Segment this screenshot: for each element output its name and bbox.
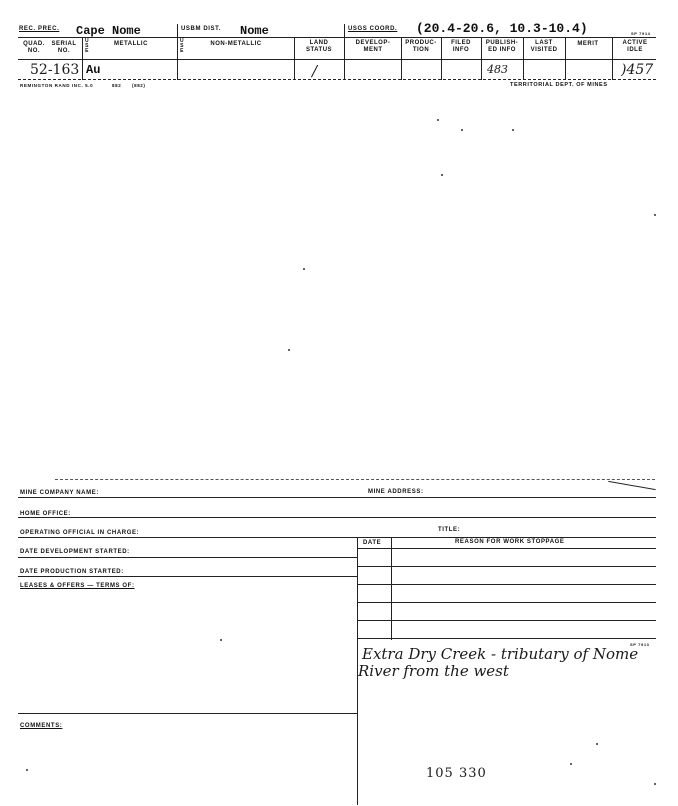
col-published-info: PUBLISH- ED INFO	[485, 40, 519, 53]
col-use-1: U S E	[84, 38, 90, 54]
divider	[177, 24, 178, 38]
speck	[437, 119, 439, 121]
quad-serial-value: 52-163	[30, 62, 80, 78]
col-development: DEVELOP- MENT	[355, 40, 391, 53]
reason-label: REASON FOR WORK STOPPAGE	[455, 539, 565, 545]
dev-started-label: DATE DEVELOPMENT STARTED:	[20, 549, 130, 555]
territorial-dept: TERRITORIAL DEPT. OF MINES	[510, 82, 608, 88]
date-label: DATE	[363, 540, 382, 546]
rule	[18, 713, 357, 714]
published-info-value: 483	[487, 63, 508, 76]
divider	[344, 38, 345, 80]
usgs-coord-label: USGS COORD.	[348, 26, 398, 32]
land-status-value: /	[312, 62, 318, 80]
divider	[177, 38, 178, 80]
rule	[608, 481, 655, 490]
printer-code-2: (882)	[132, 83, 146, 88]
divider	[391, 537, 392, 640]
mine-address-label: MINE ADDRESS:	[368, 489, 424, 495]
col-filed-info: FILED INFO	[451, 40, 471, 53]
usbm-dist-label: USBM DIST.	[181, 26, 222, 32]
rule	[18, 537, 656, 538]
note-line-1: Extra Dry Creek - tributary of Nome	[362, 645, 639, 663]
rule	[18, 517, 656, 518]
rule	[357, 566, 656, 567]
leases-label: LEASES & OFFERS — TERMS OF:	[20, 583, 135, 589]
active-idle-value: )457	[621, 62, 654, 78]
rule	[18, 576, 357, 577]
bottom-code: 105 330	[426, 766, 487, 781]
col-non-metallic: NON-METALLIC	[210, 41, 262, 47]
rule	[357, 638, 656, 639]
rec-prec-label: REC. PREC.	[19, 26, 60, 32]
speck	[303, 268, 305, 270]
home-office-label: HOME OFFICE:	[20, 511, 71, 517]
col-quad-no: QUAD. NO.	[23, 41, 45, 54]
speck	[461, 129, 463, 131]
rule	[18, 79, 656, 80]
col-use-2: U S E	[179, 38, 185, 54]
prod-started-label: DATE PRODUCTION STARTED:	[20, 569, 124, 575]
col-production: PRODUC- TION	[405, 40, 437, 53]
speck	[596, 743, 598, 745]
divider	[294, 38, 295, 80]
col-metallic: METALLIC	[114, 41, 148, 47]
rule	[357, 584, 656, 585]
title-label: TITLE:	[438, 527, 461, 533]
divider	[82, 38, 83, 80]
rule	[55, 479, 655, 480]
note-line-2: River from the west	[358, 662, 509, 680]
rule	[18, 557, 357, 558]
speck	[654, 783, 656, 785]
rec-prec-value: Cape Nome	[76, 24, 141, 38]
printer-code: 882	[112, 83, 122, 88]
comments-label: COMMENTS:	[20, 723, 63, 729]
col-last-visited: LAST VISITED	[530, 40, 558, 53]
speck	[512, 129, 514, 131]
divider	[344, 24, 345, 38]
usbm-dist-value: Nome	[240, 24, 269, 38]
usgs-coord-value: (20.4-20.6, 10.3-10.4)	[416, 21, 588, 36]
divider	[612, 38, 613, 80]
speck	[654, 214, 656, 216]
speck	[441, 174, 443, 176]
metallic-value: Au	[86, 63, 101, 77]
form-number-2: SP 7913	[630, 642, 650, 647]
col-serial-no: SERIAL NO.	[51, 41, 77, 54]
speck	[26, 769, 28, 771]
operating-official-label: OPERATING OFFICIAL IN CHARGE:	[20, 530, 140, 536]
form-number: SP 7914	[631, 31, 651, 36]
printer-imprint: REMINGTON RAND INC. 5.0	[20, 83, 94, 88]
col-active-idle: ACTIVE IDLE	[622, 40, 648, 53]
speck	[570, 763, 572, 765]
rule	[357, 620, 656, 621]
col-merit: MERIT	[577, 41, 599, 47]
rule	[357, 548, 656, 549]
rule	[18, 59, 656, 60]
rule	[18, 497, 656, 498]
rule	[357, 602, 656, 603]
speck	[288, 349, 290, 351]
speck	[220, 639, 222, 641]
col-land-status: LAND STATUS	[305, 40, 333, 53]
mine-company-label: MINE COMPANY NAME:	[20, 490, 99, 496]
